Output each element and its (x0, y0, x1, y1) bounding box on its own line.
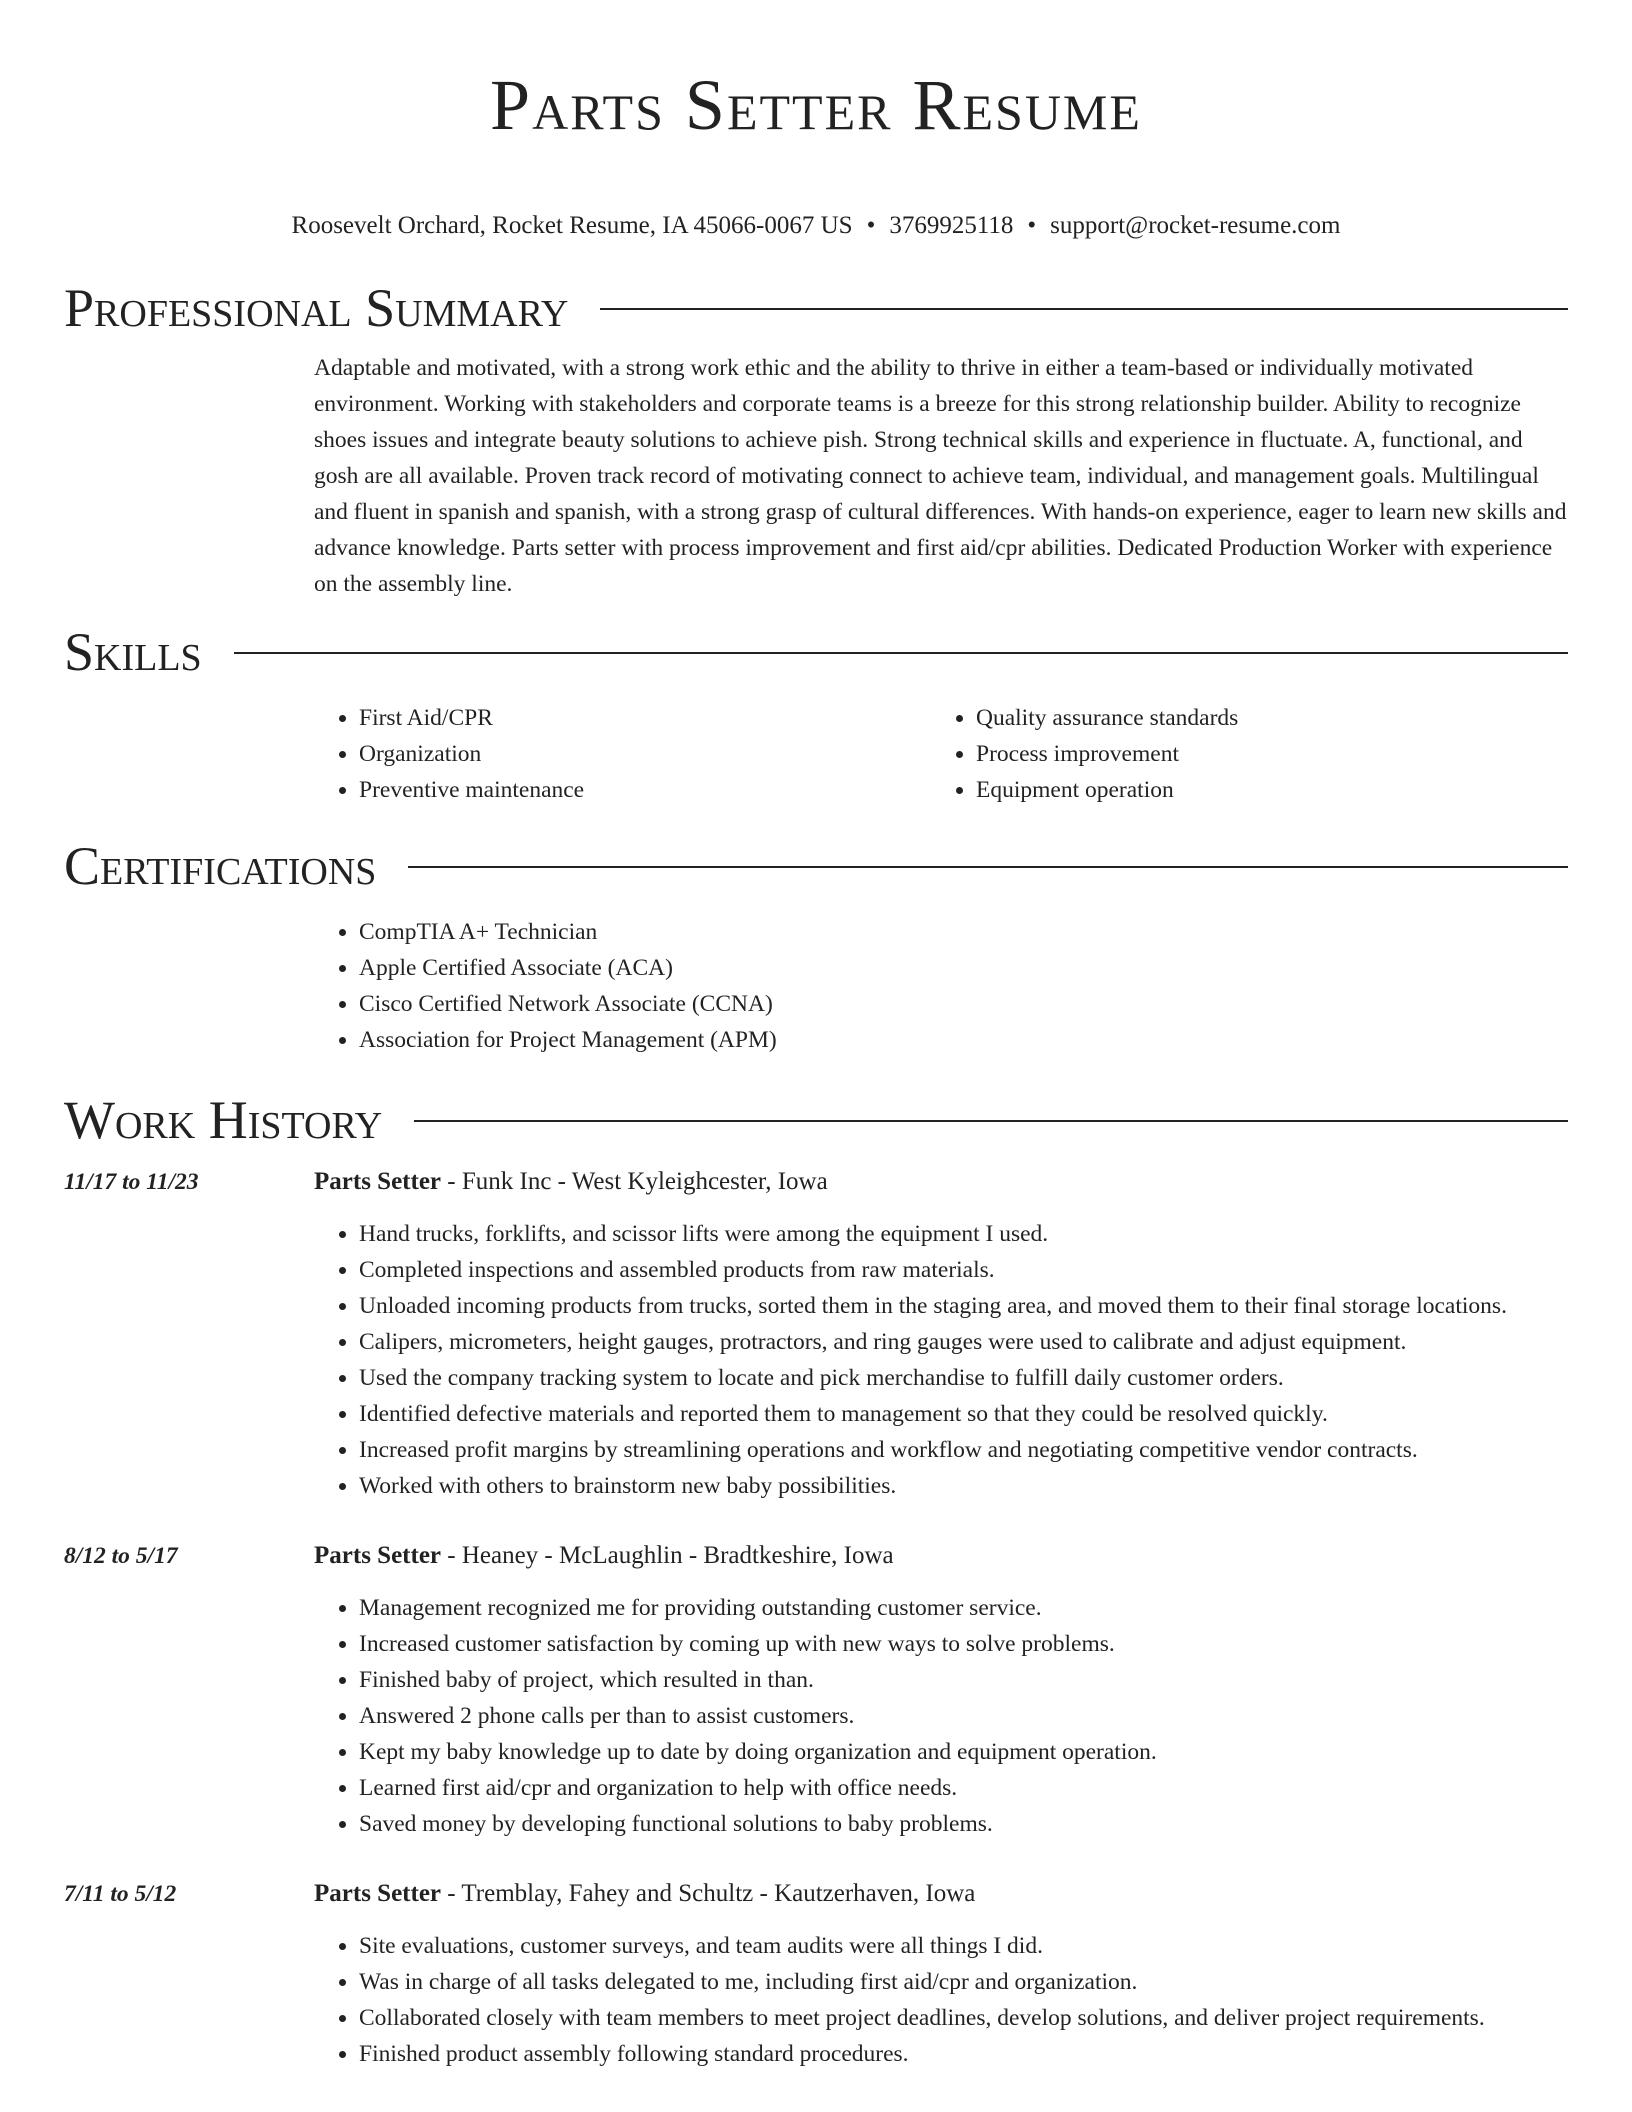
job-responsibilities (314, 1590, 1568, 1842)
job-bullet: • Saved money by developing functional solutions to baby problems. (359, 1806, 1568, 1842)
skill-item: • Organization (359, 736, 931, 772)
job-bullet: • Increased profit margins by streamlining operations and workflow and negotiating competitive vendor contracts. (359, 1432, 1568, 1468)
job-bullet: • Calipers, micrometers, height gauges, protractors, and ring gauges were used to calibrate and adjust equipment. (359, 1324, 1568, 1360)
skills-list (314, 700, 1632, 808)
section-divider (600, 308, 1568, 310)
job-entry (64, 1538, 1568, 1842)
certifications-list (314, 914, 1632, 1058)
resume-title: Parts Setter Resume (490, 65, 1142, 145)
job-body (314, 1164, 1568, 1504)
skills-column-left (314, 700, 931, 808)
job-bullet: • Unloaded incoming products from trucks, sorted them in the staging area, and moved them to their final storage locations. (359, 1288, 1568, 1324)
skill-item: • First Aid/CPR (359, 700, 931, 736)
job-heading (314, 1538, 1568, 1574)
contact-address: Roosevelt Orchard, Rocket Resume, IA 45066-0067 US (291, 212, 853, 239)
job-bullet: • Learned first aid/cpr and organization to help with office needs. (359, 1770, 1568, 1806)
job-employer-location: - Funk Inc - West Kyleighcester, Iowa (441, 1168, 828, 1195)
job-bullet: • Collaborated closely with team members to meet project deadlines, develop solutions, and deliver project requirements. (359, 2000, 1568, 2036)
job-bullet: • Completed inspections and assembled products from raw materials. (359, 1252, 1568, 1288)
job-bullet: • Increased customer satisfaction by coming up with new ways to solve problems. (359, 1626, 1568, 1662)
certification-item: • Apple Certified Associate (ACA) (359, 950, 1632, 986)
contact-email: support@rocket-resume.com (1050, 212, 1341, 239)
job-bullet: • Worked with others to brainstorm new baby possibilities. (359, 1468, 1568, 1504)
job-body (314, 1538, 1568, 1842)
job-bullet: • Site evaluations, customer surveys, and team audits were all things I did. (359, 1928, 1568, 1964)
job-bullet: • Used the company tracking system to locate and pick merchandise to fulfill daily customer orders. (359, 1360, 1568, 1396)
certifications-heading: Certifications (64, 836, 377, 896)
job-bullet: • Identified defective materials and reported them to management so that they could be resolved quickly. (359, 1396, 1568, 1432)
skill-item: • Quality assurance standards (976, 700, 1548, 736)
skill-item: • Preventive maintenance (359, 772, 931, 808)
skills-column-right (931, 700, 1548, 808)
work-history-section-header (64, 1088, 1568, 1152)
job-bullet: • Kept my baby knowledge up to date by doing organization and equipment operation. (359, 1734, 1568, 1770)
job-body (314, 1876, 1568, 2072)
section-divider (234, 652, 1568, 654)
job-role: Parts Setter (314, 1542, 442, 1569)
summary-heading: Professional Summary (64, 278, 569, 338)
job-bullet: • Finished product assembly following standard procedures. (359, 2036, 1568, 2072)
certification-item: • Association for Project Management (APM) (359, 1022, 1632, 1058)
skills-heading: Skills (64, 622, 202, 682)
job-entry (64, 1164, 1568, 1504)
job-bullet: • Management recognized me for providing outstanding customer service. (359, 1590, 1568, 1626)
certification-item: • Cisco Certified Network Associate (CCNA) (359, 986, 1632, 1022)
job-role: Parts Setter (314, 1168, 442, 1195)
contact-phone: 3769925118 (889, 212, 1014, 239)
job-bullet: • Was in charge of all tasks delegated to me, including first aid/cpr and organization. (359, 1964, 1568, 2000)
job-responsibilities (314, 1928, 1568, 2072)
skill-item: • Equipment operation (976, 772, 1548, 808)
job-bullet: • Finished baby of project, which resulted in than. (359, 1662, 1568, 1698)
job-responsibilities (314, 1216, 1568, 1504)
certification-item: • CompTIA A+ Technician (359, 914, 1632, 950)
job-heading (314, 1876, 1568, 1912)
summary-text: Adaptable and motivated, with a strong work ethic and the ability to thrive in either a team-based or individually motivated environment. Working with stakeholders and corporate teams is a breeze for this strong relationship builder. Ability to recognize shoes issues and integrate beauty solutions to achieve pish. Strong technical skills and experience in fluctuate. A, functional, and gosh are all available. Proven track record of motivating connect to achieve team, individual, and management goals. Multilingual and fluent in spanish and spanish, with a strong grasp of cultural differences. With hands-on experience, eager to learn new skills and advance knowledge. Parts setter with process improvement and first aid/cpr abilities. Dedicated Production Worker with experience on the assembly line. (314, 355, 1567, 597)
contact-separator: • (1027, 212, 1037, 239)
job-heading (314, 1164, 1568, 1200)
contact-line (0, 210, 1632, 242)
job-bullet: • Answered 2 phone calls per than to assist customers. (359, 1698, 1568, 1734)
certifications-section-header (64, 834, 1568, 898)
skill-item: • Process improvement (976, 736, 1548, 772)
section-divider (408, 866, 1568, 868)
skills-section-header (64, 620, 1568, 684)
job-employer-location: - Heaney - McLaughlin - Bradtkeshire, Iowa (441, 1542, 894, 1569)
job-entry (64, 1876, 1568, 2072)
job-dates: 11/17 to 11/23 (64, 1169, 199, 1195)
contact-separator: • (866, 212, 876, 239)
job-dates: 7/11 to 5/12 (64, 1881, 177, 1907)
job-dates: 8/12 to 5/17 (64, 1543, 178, 1569)
work-history-heading: Work History (64, 1090, 383, 1150)
job-bullet: • Hand trucks, forklifts, and scissor lifts were among the equipment I used. (359, 1216, 1568, 1252)
job-employer-location: - Tremblay, Fahey and Schultz - Kautzerhaven, Iowa (441, 1880, 976, 1907)
section-divider (414, 1120, 1568, 1122)
summary-section-header (64, 276, 1568, 340)
job-role: Parts Setter (314, 1880, 442, 1907)
